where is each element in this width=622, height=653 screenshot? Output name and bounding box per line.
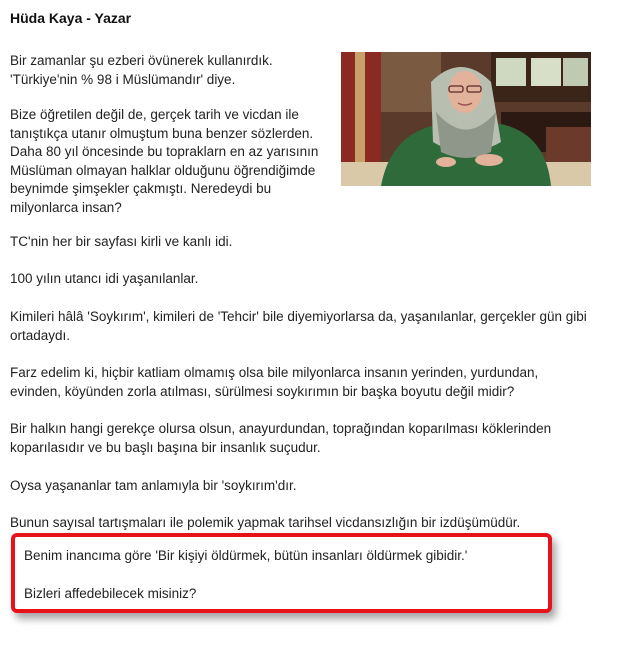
paragraph: TC'nin her bir sayfası kirli ve kanlı idi. bbox=[10, 234, 233, 249]
paragraph: Oysa yaşananlar tam anlamıyla bir 'soykırım'dır. bbox=[10, 478, 297, 493]
paragraph: Farz edelim ki, hiçbir katliam olmamış olsa bile milyonlarca insanın yerinden, yurdundan, evinden, köyünden zorla atılması, sürülmesi soykırımın bir başka boyutu değil midir? bbox=[10, 365, 539, 399]
author-photo bbox=[341, 52, 591, 186]
highlight-box bbox=[11, 533, 552, 613]
paragraph: Bir zamanlar şu ezberi övünerek kullanırdık. 'Türkiye'nin % 98 i Müslümandır' diye. bbox=[10, 53, 273, 87]
paragraph: Bize öğretilen değil de, gerçek tarih ve vicdan ile tanıştıkça utanır olmuştum buna benzer sözlerden. Daha 80 yıl öncesinde bu topraklarn en az yarısının Müslüman olmayan halklar olduğunu öğrendiğimde beynimde şimşekler çakmıştı. Neredeydi bu milyonlarca insan? bbox=[10, 107, 319, 215]
author-photo-image bbox=[341, 52, 591, 186]
paragraph: Kimileri hâlâ 'Soykırım', kimileri de 'Tehcir' bile diyemiyorlarsa da, yaşanılanlar, gerçekler gün gibi ortadaydı. bbox=[10, 309, 587, 343]
paragraph: 100 yılın utancı idi yaşanılanlar. bbox=[10, 271, 199, 286]
paragraph: Bir halkın hangi gerekçe olursa olsun, anayurdundan, toprağından koparılması köklerinden koparılasıdır ve bu başlı başına bir insanlık suçudur. bbox=[10, 421, 552, 455]
paragraph: Bunun sayısal tartışmaları ile polemik yapmak tarihsel vicdansızlığın bir izdüşümüdür. bbox=[10, 515, 521, 530]
author-byline: Hüda Kaya - Yazar bbox=[10, 10, 132, 26]
highlight-quote: Benim inancıma göre 'Bir kişiyi öldürmek, bütün insanları öldürmek gibidir.' bbox=[24, 548, 468, 563]
highlight-question: Bizleri affedebilecek misiniz? bbox=[24, 586, 197, 601]
